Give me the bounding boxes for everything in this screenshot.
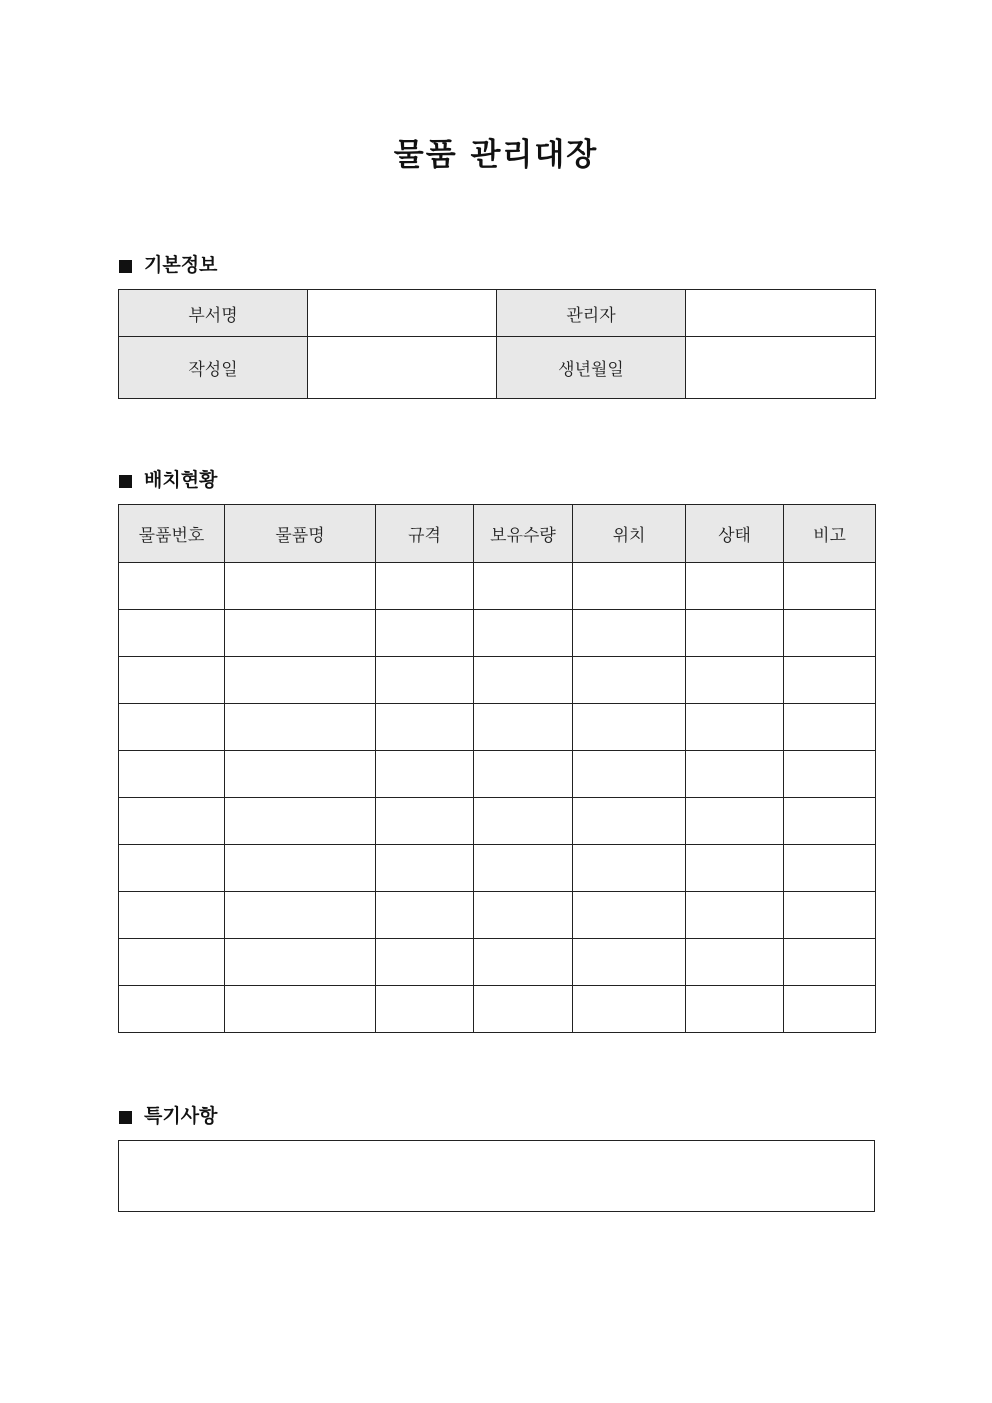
placement-heading-label: 배치현황 [144, 469, 218, 491]
cell-quantity[interactable] [474, 845, 573, 892]
cell-item-number[interactable] [119, 563, 225, 610]
cell-spec[interactable] [376, 657, 474, 704]
cell-remarks[interactable] [784, 704, 876, 751]
table-row [119, 751, 876, 798]
placement-header-row [119, 505, 876, 563]
cell-item-name[interactable] [225, 563, 376, 610]
cell-location[interactable] [573, 657, 686, 704]
cell-quantity[interactable] [474, 751, 573, 798]
cell-item-number[interactable] [119, 610, 225, 657]
cell-remarks[interactable] [784, 610, 876, 657]
cell-remarks[interactable] [784, 892, 876, 939]
cell-item-number[interactable] [119, 892, 225, 939]
notes-box[interactable] [118, 1140, 875, 1212]
cell-location[interactable] [573, 939, 686, 986]
cell-status[interactable] [686, 939, 784, 986]
cell-item-name[interactable] [225, 939, 376, 986]
cell-remarks[interactable] [784, 657, 876, 704]
cell-remarks[interactable] [784, 798, 876, 845]
column-header-remarks: 비고 [784, 505, 876, 563]
table-row [119, 563, 876, 610]
cell-item-number[interactable] [119, 939, 225, 986]
cell-quantity[interactable] [474, 657, 573, 704]
cell-location[interactable] [573, 986, 686, 1033]
birthdate-field[interactable] [686, 337, 876, 399]
column-header-spec: 규격 [376, 505, 474, 563]
cell-spec[interactable] [376, 610, 474, 657]
cell-item-number[interactable] [119, 751, 225, 798]
column-header-item-name: 물품명 [225, 505, 376, 563]
cell-remarks[interactable] [784, 845, 876, 892]
cell-spec[interactable] [376, 939, 474, 986]
birthdate-label: 생년월일 [497, 337, 686, 399]
cell-item-name[interactable] [225, 610, 376, 657]
table-row [119, 657, 876, 704]
cell-spec[interactable] [376, 845, 474, 892]
placement-table [118, 504, 876, 1033]
cell-spec[interactable] [376, 986, 474, 1033]
cell-quantity[interactable] [474, 798, 573, 845]
cell-spec[interactable] [376, 798, 474, 845]
basic-info-row [119, 337, 876, 399]
cell-location[interactable] [573, 610, 686, 657]
cell-status[interactable] [686, 892, 784, 939]
notes-heading [119, 1103, 217, 1129]
table-row [119, 798, 876, 845]
square-bullet-icon [119, 1111, 132, 1124]
cell-status[interactable] [686, 798, 784, 845]
date-label: 작성일 [119, 337, 308, 399]
cell-remarks[interactable] [784, 751, 876, 798]
square-bullet-icon [119, 260, 132, 273]
cell-item-number[interactable] [119, 798, 225, 845]
cell-remarks[interactable] [784, 986, 876, 1033]
cell-status[interactable] [686, 986, 784, 1033]
cell-item-number[interactable] [119, 657, 225, 704]
basic-info-heading [119, 252, 217, 278]
cell-item-name[interactable] [225, 657, 376, 704]
basic-info-table [118, 289, 876, 399]
cell-status[interactable] [686, 845, 784, 892]
cell-spec[interactable] [376, 563, 474, 610]
department-label: 부서명 [119, 290, 308, 337]
cell-quantity[interactable] [474, 704, 573, 751]
cell-spec[interactable] [376, 892, 474, 939]
table-row [119, 704, 876, 751]
cell-status[interactable] [686, 563, 784, 610]
date-field[interactable] [308, 337, 497, 399]
cell-location[interactable] [573, 892, 686, 939]
column-header-quantity: 보유수량 [474, 505, 573, 563]
column-header-status: 상태 [686, 505, 784, 563]
cell-item-number[interactable] [119, 986, 225, 1033]
department-field[interactable] [308, 290, 497, 337]
cell-item-name[interactable] [225, 986, 376, 1033]
cell-spec[interactable] [376, 704, 474, 751]
cell-item-name[interactable] [225, 751, 376, 798]
cell-item-number[interactable] [119, 704, 225, 751]
column-header-item-number: 물품번호 [119, 505, 225, 563]
cell-status[interactable] [686, 657, 784, 704]
manager-field[interactable] [686, 290, 876, 337]
cell-status[interactable] [686, 610, 784, 657]
table-row [119, 845, 876, 892]
cell-quantity[interactable] [474, 939, 573, 986]
cell-spec[interactable] [376, 751, 474, 798]
cell-status[interactable] [686, 751, 784, 798]
manager-label: 관리자 [497, 290, 686, 337]
basic-info-row [119, 290, 876, 337]
cell-status[interactable] [686, 704, 784, 751]
cell-remarks[interactable] [784, 939, 876, 986]
cell-location[interactable] [573, 751, 686, 798]
column-header-location: 위치 [573, 505, 686, 563]
table-row [119, 986, 876, 1033]
square-bullet-icon [119, 475, 132, 488]
cell-location[interactable] [573, 798, 686, 845]
cell-item-name[interactable] [225, 704, 376, 751]
cell-item-name[interactable] [225, 845, 376, 892]
cell-quantity[interactable] [474, 892, 573, 939]
cell-location[interactable] [573, 704, 686, 751]
cell-quantity[interactable] [474, 986, 573, 1033]
cell-location[interactable] [573, 845, 686, 892]
notes-heading-label: 특기사항 [144, 1105, 218, 1127]
table-row [119, 610, 876, 657]
table-row [119, 939, 876, 986]
basic-info-heading-label: 기본정보 [144, 254, 218, 276]
cell-item-number[interactable] [119, 845, 225, 892]
placement-heading [119, 467, 217, 493]
cell-quantity[interactable] [474, 563, 573, 610]
page-title: 물품 관리대장 [393, 137, 599, 173]
cell-item-name[interactable] [225, 798, 376, 845]
cell-remarks[interactable] [784, 563, 876, 610]
cell-item-name[interactable] [225, 892, 376, 939]
table-row [119, 892, 876, 939]
cell-location[interactable] [573, 563, 686, 610]
cell-quantity[interactable] [474, 610, 573, 657]
